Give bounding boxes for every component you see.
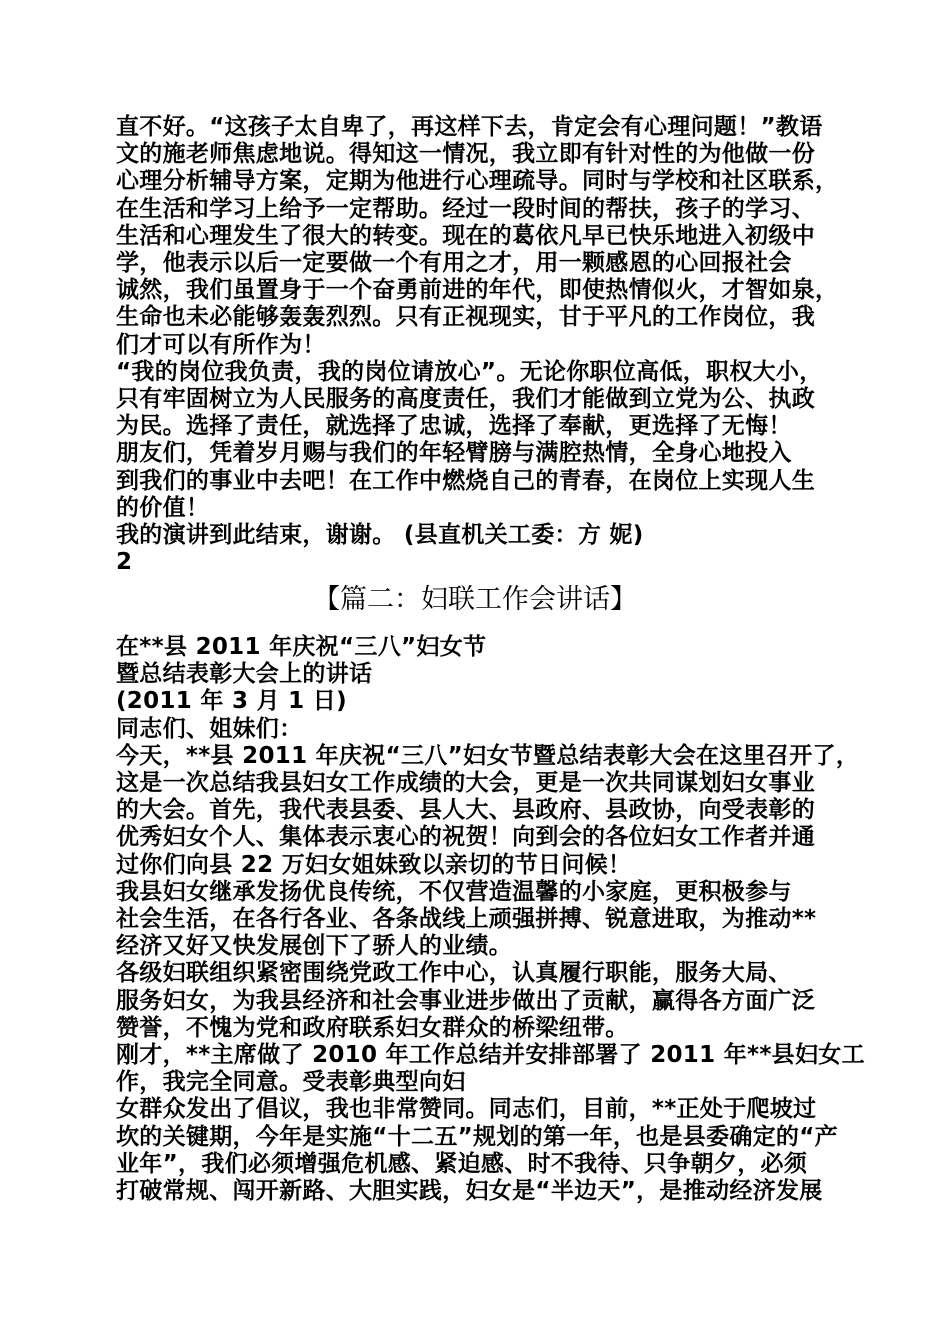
text-line: 同志们、姐妹们： [116,715,303,742]
text-line: 到我们的事业中去吧！在工作中燃烧自己的青春，在岗位上实现人生 [116,467,815,494]
text-line: 为民。选择了责任，就选择了忠诚，选择了奉献，更选择了无悔！ [116,413,792,440]
text-line: 心理分析辅导方案，定期为他进行心理疏导。同时与学校和社区联系， [116,168,839,195]
text-line: 刚才，**主席做了 2010 年工作总结并安排部署了 2011 年**县妇女工 [116,1042,865,1068]
text-line: 文的施老师焦虑地说。得知这一情况，我立即有针对性的为他做一份 [116,141,815,168]
text-line: 暨总结表彰大会上的讲话 [116,661,373,688]
text-line: 诚然，我们虽置身于一个奋勇前进的年代，即使热情似火，才智如泉， [116,277,839,304]
text-line: 们才可以有所作为！ [116,331,326,358]
text-line: 坎的关键期，今年是实施“十二五”规划的第一年，也是县委确定的“产 [116,1123,838,1150]
text-line: 作，我完全同意。受表彰典型向妇 [116,1069,466,1096]
text-line: 在**县 2011 年庆祝“三八”妇女节 [116,634,487,660]
text-line: 在生活和学习上给予一定帮助。经过一段时间的帮扶，孩子的学习、 [116,195,815,222]
text-line: 赞誉，不愧为党和政府联系妇女群众的桥梁纽带。 [116,1014,629,1041]
text-line: 业年”，我们必须增强危机感、紧迫感、时不我待、只争朝夕，必须 [116,1150,808,1177]
text-line: (2011 年 3 月 1 日) [116,688,347,715]
text-line: 女群众发出了倡议，我也非常赞同。同志们，目前，**正处于爬坡过 [116,1096,817,1123]
text-line: 经济又好又快发展创下了骄人的业绩。 [116,933,513,960]
text-line: 各级妇联组织紧密围绕党政工作中心，认真履行职能，服务大局、 [116,960,792,987]
text-line: 生活和心理发生了很大的转变。现在的葛依凡早已快乐地进入初级中 [116,222,815,249]
text-line: 我县妇女继承发扬优良传统，不仅营造温馨的小家庭，更积极参与 [116,878,792,905]
text-line: “我的岗位我负责，我的岗位请放心”。无论你职位高低，职权大小， [116,358,823,385]
text-line: 这是一次总结我县妇女工作成绩的大会，更是一次共同谋划妇女事业 [116,770,815,796]
section-heading: 【篇二：妇联工作会讲话】 [313,584,637,615]
text-line: 朋友们，凭着岁月赐与我们的年轻臂膀与满腔热情，全身心地投入 [116,440,792,467]
text-line: 社会生活，在各行各业、各条战线上顽强拼搏、锐意进取，为推动** [116,906,817,932]
text-line: 服务妇女，为我县经济和社会事业进步做出了贡献，赢得各方面广泛 [116,987,815,1014]
text-line: 过你们向县 22 万妇女姐妹致以亲切的节日问候！ [116,851,632,878]
text-line: 优秀妇女个人、集体表示衷心的祝贺！向到会的各位妇女工作者并通 [116,824,815,851]
text-line: 直不好。“这孩子太自卑了，再这样下去，肯定会有心理问题！”教语 [116,114,823,140]
text-line: 打破常规、闯开新路、大胆实践，妇女是“半边天”，是推动经济发展 [116,1178,823,1204]
text-line: 生命也未必能够轰轰烈烈。只有正视现实，甘于平凡的工作岗位，我 [116,304,815,331]
text-line: 今天，**县 2011 年庆祝“三八”妇女节暨总结表彰大会在这里召开了， [116,742,860,769]
text-line: 学，他表示以后一定要做一个有用之才，用一颗感恩的心回报社会 [116,250,792,276]
text-line: 2 [116,549,133,576]
text-line: 只有牢固树立为人民服务的高度责任，我们才能做到立党为公、执政 [116,386,815,412]
text-line: 我的演讲到此结束，谢谢。 (县直机关工委：方 妮) [116,522,644,548]
text-line: 的大会。首先，我代表县委、县人大、县政府、县政协，向受表彰的 [116,797,815,824]
text-line: 的价值！ [116,494,210,521]
